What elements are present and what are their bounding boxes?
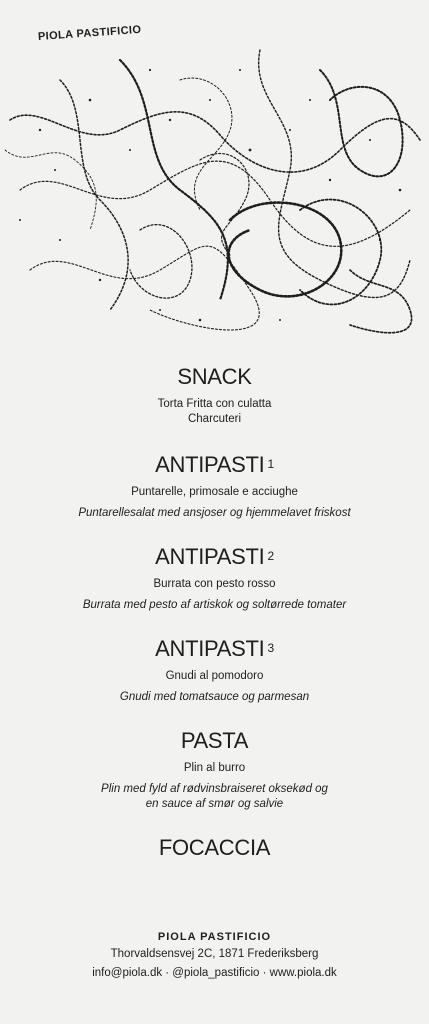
- section-title-pasta: PASTA: [180, 728, 249, 753]
- dish-puntarelle: Puntarelle, primosale e acciughe: [131, 486, 298, 498]
- section-title-antipasti-3: [0, 635, 429, 663]
- antipasti-1-title: ANTIPASTI: [155, 452, 265, 477]
- section-title-antipasti-1: [0, 451, 429, 479]
- dish-plin-description-line-2: en sauce af smør og salvie: [145, 798, 284, 810]
- dish-charcuteri: Charcuteri: [187, 413, 242, 425]
- dish-gnudi-description: Gnudi med tomatsauce og parmesan: [119, 691, 310, 703]
- antipasti-3-number: 3: [267, 641, 274, 655]
- dish-torta-fritta: Torta Fritta con culatta: [157, 398, 272, 410]
- footer-address: Thorvaldsensvej 2C, 1871 Frederiksberg: [110, 948, 319, 960]
- pasta-scribble-illustration: [0, 40, 429, 340]
- antipasti-2-number: 2: [267, 549, 274, 563]
- section-title-snack: SNACK: [177, 364, 252, 389]
- dish-plin-description-line-1: Plin med fyld af rødvinsbraiseret oksekød og: [101, 783, 328, 795]
- antipasti-3-title: ANTIPASTI: [155, 636, 265, 661]
- section-title-antipasti-2: [0, 543, 429, 571]
- section-snack: [0, 363, 429, 427]
- footer: [0, 930, 429, 983]
- brand-logo-top: PIOLA PASTIFICIO: [37, 23, 142, 43]
- section-title-focaccia: FOCACCIA: [158, 835, 271, 860]
- dish-burrata-description: Burrata med pesto af artiskok og soltørrede tomater: [82, 599, 347, 611]
- section-antipasti-1: [0, 451, 429, 521]
- dish-puntarelle-description: Puntarellesalat med ansjoser og hjemmelavet friskost: [78, 507, 351, 519]
- menu: [0, 363, 429, 862]
- dish-burrata: Burrata con pesto rosso: [153, 578, 276, 590]
- section-antipasti-2: [0, 543, 429, 613]
- section-focaccia: [0, 834, 429, 862]
- section-pasta: [0, 727, 429, 812]
- dish-plin: Plin al burro: [183, 762, 246, 774]
- footer-contact: info@piola.dk · @piola_pastificio · www.piola.dk: [92, 967, 337, 979]
- section-antipasti-3: [0, 635, 429, 705]
- antipasti-1-number: 1: [267, 457, 274, 471]
- footer-brand: PIOLA PASTIFICIO: [157, 931, 272, 943]
- dish-gnudi: Gnudi al pomodoro: [165, 670, 264, 682]
- antipasti-2-title: ANTIPASTI: [155, 544, 265, 569]
